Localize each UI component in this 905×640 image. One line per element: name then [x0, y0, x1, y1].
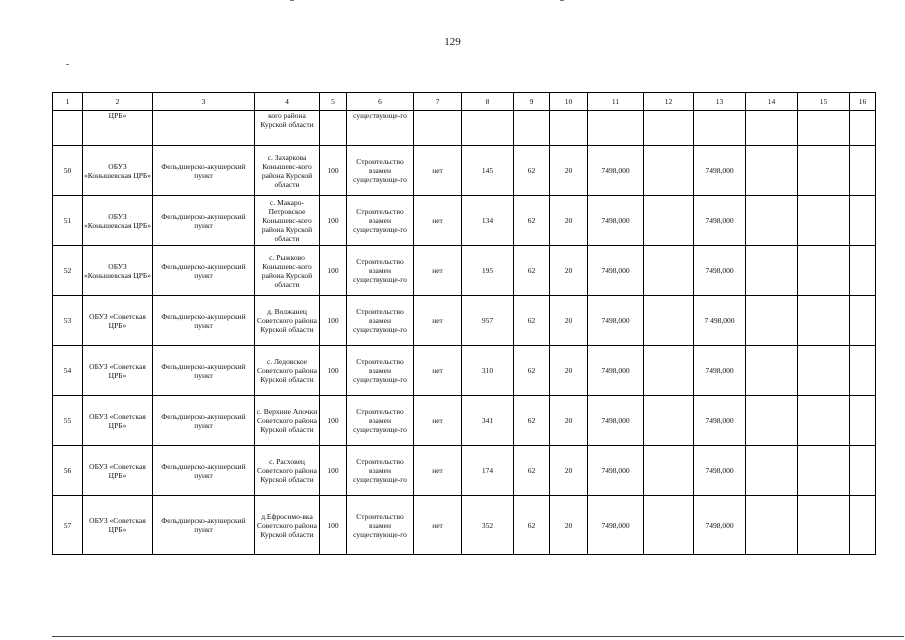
cell-c12	[644, 296, 694, 346]
cell-c15	[798, 296, 850, 346]
cell-c14	[746, 496, 798, 555]
cell-c10: 20	[550, 196, 588, 246]
cell-c11: 7498,000	[588, 346, 644, 396]
cell-org: ОБУЗ «Конышевская ЦРБ»	[83, 146, 153, 196]
cell-c13: 7498,000	[694, 446, 746, 496]
table-row	[53, 346, 876, 396]
cell-c5: 100	[320, 196, 347, 246]
cell	[320, 111, 347, 146]
cell-c15	[798, 146, 850, 196]
cell-c5: 100	[320, 496, 347, 555]
cell-num: 50	[53, 146, 83, 196]
cell-c14	[746, 346, 798, 396]
document-table	[52, 92, 876, 555]
cell-c15	[798, 446, 850, 496]
column-number-header: 10	[550, 93, 588, 111]
cell-c13: 7498,000	[694, 346, 746, 396]
cell-c13: 7498,000	[694, 396, 746, 446]
cell-c13: 7 498,000	[694, 296, 746, 346]
table-row	[53, 146, 876, 196]
cell-c7: нет	[414, 146, 462, 196]
column-number-header: 5	[320, 93, 347, 111]
column-number-header: 4	[255, 93, 320, 111]
cell-c9: 62	[514, 296, 550, 346]
cell-c12	[644, 496, 694, 555]
cell-loc: с. Верхние Апочки Советского района Курской области	[255, 396, 320, 446]
cell-c9: 62	[514, 496, 550, 555]
cell-c12	[644, 196, 694, 246]
cell-c8: 195	[462, 246, 514, 296]
column-number-header: 6	[347, 93, 414, 111]
cell-org: ОБУЗ «Конышевская ЦРБ»	[83, 246, 153, 296]
cell-c11: 7498,000	[588, 296, 644, 346]
cell-c10: 20	[550, 296, 588, 346]
table-row	[53, 496, 876, 555]
column-number-header: 2	[83, 93, 153, 111]
cell-c8: 957	[462, 296, 514, 346]
cell-c13: 7498,000	[694, 146, 746, 196]
scan-mark	[560, 0, 564, 1]
column-number-header: 13	[694, 93, 746, 111]
cell-c8: 174	[462, 446, 514, 496]
cell	[153, 111, 255, 146]
cell-c11: 7498,000	[588, 496, 644, 555]
cell-type: Фельдшерско-акушерский пункт	[153, 296, 255, 346]
cell-num: 54	[53, 346, 83, 396]
cell-c12	[644, 246, 694, 296]
cell-c8: 145	[462, 146, 514, 196]
cell	[798, 111, 850, 146]
cell-work: Строительство взамен существующе-го	[347, 346, 414, 396]
cell-loc: с. Рыжково Конышевс-кого района Курской области	[255, 246, 320, 296]
cell-c7: нет	[414, 496, 462, 555]
cell-c13: 7498,000	[694, 196, 746, 246]
column-number-header: 15	[798, 93, 850, 111]
cell-c13: 7498,000	[694, 246, 746, 296]
cell-c12	[644, 346, 694, 396]
cell-loc: с. Ледовское Советского района Курской области	[255, 346, 320, 396]
cell-c7: нет	[414, 296, 462, 346]
cell-type: Фельдшерско-акушерский пункт	[153, 446, 255, 496]
cell-c16	[850, 396, 876, 446]
cell-work: Строительство взамен существующе-го	[347, 246, 414, 296]
cell-loc: с. Расховец Советского района Курской области	[255, 446, 320, 496]
cell-c10: 20	[550, 396, 588, 446]
cell-c10: 20	[550, 496, 588, 555]
column-number-header: 9	[514, 93, 550, 111]
cell-work: Строительство взамен существующе-го	[347, 446, 414, 496]
cell	[850, 111, 876, 146]
table-row	[53, 446, 876, 496]
cell	[550, 111, 588, 146]
cell-c16	[850, 496, 876, 555]
cell-c9: 62	[514, 146, 550, 196]
cell-c12	[644, 146, 694, 196]
cell-c15	[798, 346, 850, 396]
cell-c13: 7498,000	[694, 496, 746, 555]
cell-num: 57	[53, 496, 83, 555]
cell-c9: 62	[514, 196, 550, 246]
cell: кого района Курской области	[255, 111, 320, 146]
cell-c8: 352	[462, 496, 514, 555]
column-number-header: 11	[588, 93, 644, 111]
cell-num: 55	[53, 396, 83, 446]
cell-c8: 134	[462, 196, 514, 246]
cell-loc: с. Захаркова Конышевс-кого района Курской области	[255, 146, 320, 196]
cell-c14	[746, 396, 798, 446]
cell-loc: д. Волжанец Советского района Курской области	[255, 296, 320, 346]
scan-mark	[290, 0, 294, 1]
cell-org: ОБУЗ «Советская ЦРБ»	[83, 446, 153, 496]
cell	[514, 111, 550, 146]
cell-type: Фельдшерско-акушерский пункт	[153, 496, 255, 555]
cell-c9: 62	[514, 396, 550, 446]
cell-c7: нет	[414, 246, 462, 296]
table-row	[53, 246, 876, 296]
cell	[644, 111, 694, 146]
page-bottom-rule	[52, 636, 904, 637]
cell-c14	[746, 196, 798, 246]
cell	[746, 111, 798, 146]
cell-c5: 100	[320, 346, 347, 396]
cell: ЦРБ»	[83, 111, 153, 146]
table-row	[53, 296, 876, 346]
cell-c10: 20	[550, 346, 588, 396]
cell-type: Фельдшерско-акушерский пункт	[153, 146, 255, 196]
cell-c9: 62	[514, 346, 550, 396]
column-number-header: 7	[414, 93, 462, 111]
cell-c5: 100	[320, 146, 347, 196]
cell-work: Строительство взамен существующе-го	[347, 296, 414, 346]
cell-c12	[644, 446, 694, 496]
cell-org: ОБУЗ «Советская ЦРБ»	[83, 396, 153, 446]
cell-c10: 20	[550, 246, 588, 296]
cell-type: Фельдшерско-акушерский пункт	[153, 196, 255, 246]
cell-c10: 20	[550, 146, 588, 196]
cell-c14	[746, 296, 798, 346]
cell-c16	[850, 146, 876, 196]
cell-c9: 62	[514, 246, 550, 296]
column-number-header: 3	[153, 93, 255, 111]
table-row	[53, 196, 876, 246]
cell-work: Строительство взамен существующе-го	[347, 396, 414, 446]
cell-c16	[850, 296, 876, 346]
cell-work: Строительство взамен существующе-го	[347, 146, 414, 196]
cell-c8: 310	[462, 346, 514, 396]
column-number-header: 8	[462, 93, 514, 111]
cell-c16	[850, 196, 876, 246]
page-number: 129	[444, 36, 461, 48]
cell-c15	[798, 246, 850, 296]
cell-c12	[644, 396, 694, 446]
cell-c7: нет	[414, 446, 462, 496]
cell-c5: 100	[320, 246, 347, 296]
cell-work: Строительство взамен существующе-го	[347, 196, 414, 246]
cell	[414, 111, 462, 146]
cell-c5: 100	[320, 296, 347, 346]
cell	[588, 111, 644, 146]
cell-c14	[746, 446, 798, 496]
column-number-row	[53, 93, 876, 111]
cell-work: Строительство взамен существующе-го	[347, 496, 414, 555]
cell-num: 56	[53, 446, 83, 496]
cell: существующе-го	[347, 111, 414, 146]
cell-org: ОБУЗ «Советская ЦРБ»	[83, 496, 153, 555]
continuation-row	[53, 111, 876, 146]
cell	[462, 111, 514, 146]
cell-c16	[850, 346, 876, 396]
cell-c11: 7498,000	[588, 246, 644, 296]
cell-c10: 20	[550, 446, 588, 496]
cell-loc: д.Ефросимо-вка Советского района Курской области	[255, 496, 320, 555]
cell-c5: 100	[320, 396, 347, 446]
cell	[694, 111, 746, 146]
cell-c7: нет	[414, 346, 462, 396]
cell-c11: 7498,000	[588, 146, 644, 196]
scan-mark	[66, 64, 69, 65]
cell-c16	[850, 446, 876, 496]
cell-c11: 7498,000	[588, 396, 644, 446]
cell-c15	[798, 196, 850, 246]
cell-c5: 100	[320, 446, 347, 496]
cell-type: Фельдшерско-акушерский пункт	[153, 396, 255, 446]
cell-num: 52	[53, 246, 83, 296]
column-number-header: 1	[53, 93, 83, 111]
cell-num: 51	[53, 196, 83, 246]
cell-org: ОБУЗ «Советская ЦРБ»	[83, 296, 153, 346]
cell-type: Фельдшерско-акушерский пункт	[153, 346, 255, 396]
cell-c7: нет	[414, 196, 462, 246]
cell-org: ОБУЗ «Советская ЦРБ»	[83, 346, 153, 396]
cell-c9: 62	[514, 446, 550, 496]
cell-c14	[746, 246, 798, 296]
column-number-header: 16	[850, 93, 876, 111]
cell-type: Фельдшерско-акушерский пункт	[153, 246, 255, 296]
column-number-header: 14	[746, 93, 798, 111]
cell-c16	[850, 246, 876, 296]
column-number-header: 12	[644, 93, 694, 111]
cell-c11: 7498,000	[588, 446, 644, 496]
cell-loc: с. Макаро-Петровское Конышевс-кого района Курской области	[255, 196, 320, 246]
cell-c14	[746, 146, 798, 196]
cell-c7: нет	[414, 396, 462, 446]
cell-c15	[798, 496, 850, 555]
cell	[53, 111, 83, 146]
cell-num: 53	[53, 296, 83, 346]
cell-c8: 341	[462, 396, 514, 446]
cell-org: ОБУЗ «Конышевская ЦРБ»	[83, 196, 153, 246]
table-row	[53, 396, 876, 446]
cell-c11: 7498,000	[588, 196, 644, 246]
cell-c15	[798, 396, 850, 446]
